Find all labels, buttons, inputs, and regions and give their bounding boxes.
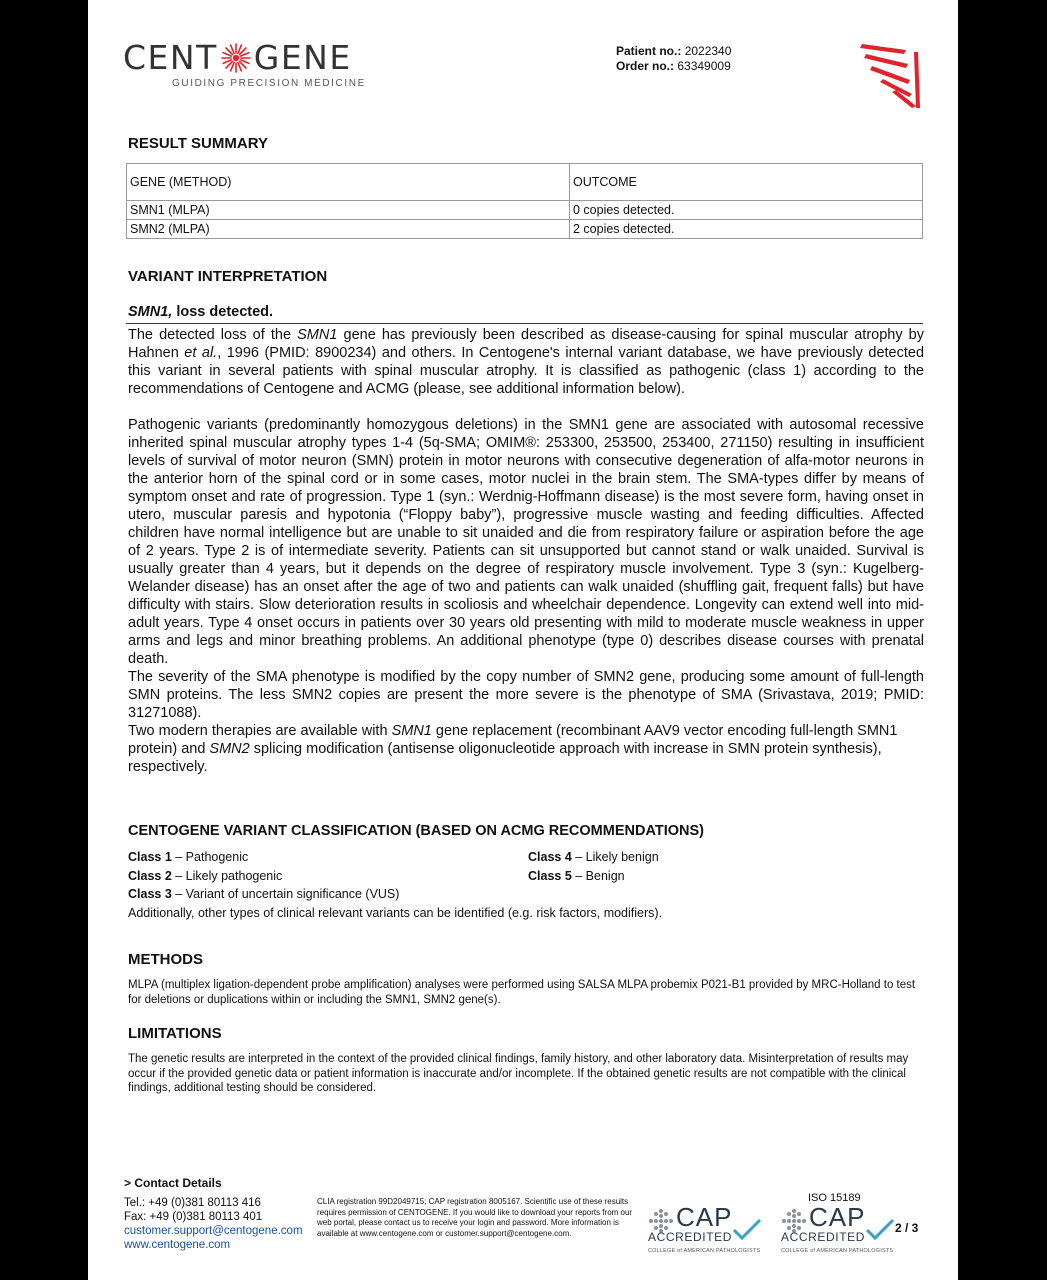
class-3-item	[128, 885, 662, 904]
variant-interpretation-title: VARIANT INTERPRETATION	[128, 268, 328, 285]
order-label: Order no.:	[616, 59, 675, 73]
cap-iso-accreditation-badge	[781, 1196, 913, 1258]
class-text: – Benign	[571, 868, 625, 883]
limitations-title: LIMITATIONS	[128, 1025, 222, 1042]
classification-title: CENTOGENE VARIANT CLASSIFICATION (BASED ON ACMG RECOMMENDATIONS)	[128, 823, 704, 839]
patient-order-info	[616, 44, 731, 74]
result-summary-table	[126, 163, 923, 239]
logo-tagline: GUIDING PRECISION MEDICINE	[172, 78, 366, 89]
outcome-cell: 2 copies detected.	[570, 220, 923, 239]
class-label: Class 1	[128, 850, 172, 864]
text-run: The severity of the SMA phenotype is modified by the copy number of SMN2 gene, producing some amount of full-length SMN proteins. The less SMN2 copies are present the more severe is the phenotype of SMA (Srivastava, 2019; PMID: 31271088).	[128, 669, 924, 721]
column-outcome: OUTCOME	[570, 164, 923, 201]
class-list-right	[528, 848, 659, 885]
class-text: – Likely benign	[571, 850, 659, 864]
variant-paragraph-2	[128, 416, 924, 776]
phone-number: Tel.: +49 (0)381 80113 416	[124, 1197, 261, 1209]
methods-text: MLPA (multiplex ligation-dependent probe amplification) analyses were performed using SALSA MLPA probemix P021-B1 provided by MRC-Holland to test for deletions or duplications within or including the SMN1, SMN2 gene(s).	[128, 979, 916, 1006]
table-row	[127, 201, 923, 220]
text-run: Two modern therapies are available with	[128, 723, 392, 739]
page-number: 2 / 3	[895, 1221, 919, 1235]
fax-number: Fax: +49 (0)381 80113 401	[124, 1211, 263, 1223]
text-run: splicing modification (antisense oligonucleotide approach with increase in SMN protein synthesis), respectively.	[128, 741, 882, 775]
support-email-link[interactable]: customer.support@centogene.com	[124, 1225, 303, 1237]
text-run: The detected loss of the	[128, 327, 298, 343]
text-run	[128, 722, 924, 776]
logo-text-end: GENE	[253, 38, 352, 77]
class-4-item	[528, 848, 659, 867]
class-label: Class 4	[528, 850, 572, 864]
class-text: – Likely pathogenic	[171, 868, 283, 883]
contact-details	[124, 1176, 303, 1252]
cap-accredited-text: ACCREDITED	[648, 1230, 733, 1244]
gene-name: SMN1	[297, 327, 338, 343]
gene-cell: SMN1 (MLPA)	[127, 201, 570, 220]
table-header-row	[127, 164, 923, 201]
outcome-cell: 0 copies detected.	[570, 201, 923, 220]
text-run: gene replacement (recombinant AAV9 vector encoding full-length SMN1 protein) and	[128, 723, 898, 757]
text-run: gene has previously been described as disease-causing for spinal muscular atrophy by Hahnen	[128, 327, 924, 361]
text-run: , 1996 (PMID: 8900234) and others. In Centogene's internal variant database, we have previously detected this variant in several patients with spinal muscular atrophy. It is classified as pathogenic (class 1) according to the recommendations of Centogene and ACMG (please, see additional information below).	[128, 345, 925, 397]
class-text: – Pathogenic	[171, 850, 249, 864]
variant-paragraph-1	[128, 326, 924, 398]
result-summary-title: RESULT SUMMARY	[128, 135, 268, 152]
classification-note: Additionally, other types of clinical relevant variants can be identified (e.g. risk factors, modifiers).	[128, 905, 663, 920]
variant-subtitle	[128, 304, 273, 320]
cap-college-text: COLLEGE of AMERICAN PATHOLOGISTS	[648, 1248, 761, 1254]
text-run: Pathogenic variants (predominantly homozygous deletions) in the SMN1 gene are associated with autosomal recessive inherited spinal muscular atrophy types 1-4 (5q-SMA; OMIM®: 253300, 253500, 253400, 271150) resulting in insufficient levels of survival of motor neuron (SMN) protein in motor neurons with consecutive degeneration of alfa-motor neurons in the anterior horn of the spinal cord or in some cases, motor nuclei in the brain stem. The SMA-types differ by means of symptom onset and rate of progression. Type 1 (syn.: Werdnig-Hoffmann disease) is the most severe form, having onset in utero, muscular paresis and hypotonia (“Floppy baby”), progressive muscle wasting and feeding difficulties. Affected children have normal intelligence but are unable to sit unaided and die from respiratory failure or aspiration before the age of 2 years. Type 2 is of intermediate severity. Patients can sit unsupported but cannot stand or walk unaided. Survival is usually greater than 4 years, but it depends on the degree of respiratory muscle involvement. Type 3 (syn.: Kugelberg-Welander disease) has an onset after the age of two and patients can walk unaided (shuffling gait, frequent falls) but have difficulty with stairs. Slow deterioration results in scoliosis and wheelchair dependence. Longevity can extend well into mid-adult years. Type 4 onset occurs in patients over 30 years old presenting with mild to moderate muscle weakness in upper arms and legs and minor breathing problems. An additional phenotype (type 0) describes disease courses with prenatal death.	[128, 417, 924, 667]
gene-name: SMN2	[209, 741, 250, 757]
iso-label: ISO 15189	[808, 1192, 861, 1204]
centogene-logo	[123, 38, 366, 89]
class-label: Class 5	[528, 868, 572, 883]
table-row	[127, 220, 923, 239]
clia-registration-note: CLIA registration 99D2049715; CAP registration 8005167. Scientific use of these results requires permission of CENTOGENE. If you would like to download your reports from our web portal, please contact us to receive your login and password. More information is available at www.centogene.com or customer.support@centogene.com.	[317, 1197, 633, 1238]
report-page	[88, 0, 958, 1280]
patient-label: Patient no.:	[616, 44, 682, 58]
cap-word: CAP	[676, 1202, 733, 1232]
class-text: – Variant of uncertain significance (VUS)	[171, 887, 400, 901]
patient-number: 2022340	[684, 44, 732, 58]
class-5-item	[528, 867, 659, 886]
centogene-fan-icon	[858, 42, 924, 110]
gene-name: SMN1	[391, 723, 432, 739]
cap-accredited-text: ACCREDITED	[781, 1230, 866, 1244]
limitations-text: The genetic results are interpreted in the context of the provided clinical findings, family history, and other laboratory data. Misinterpretation of results may occur if the provided genetic data or patient information is inaccurate and/or incomplete. If the obtained genetic results are not compatible with the clinical findings, additional testing should be considered.	[128, 1053, 909, 1094]
class-label: Class 2	[128, 868, 172, 883]
logo-text-start: CENT	[123, 38, 218, 77]
check-icon	[732, 1218, 762, 1240]
gene-cell: SMN2 (MLPA)	[127, 220, 570, 239]
column-gene-method: GENE (METHOD)	[127, 164, 570, 201]
class-label: Class 3	[128, 887, 172, 901]
variant-finding: loss detected.	[172, 304, 274, 320]
contact-title: > Contact Details	[124, 1176, 222, 1190]
order-number: 63349009	[677, 59, 731, 73]
website-link[interactable]: www.centogene.com	[124, 1239, 231, 1251]
cap-college-text: COLLEGE of AMERICAN PATHOLOGISTS	[781, 1248, 894, 1254]
divider	[126, 323, 923, 324]
sun-icon	[221, 43, 251, 73]
cap-word: CAP	[809, 1202, 866, 1232]
variant-gene: SMN1,	[128, 304, 173, 320]
check-icon	[865, 1218, 895, 1240]
methods-title: METHODS	[128, 951, 203, 968]
text-run: et al.	[184, 345, 218, 361]
cap-accreditation-badge	[648, 1196, 780, 1258]
